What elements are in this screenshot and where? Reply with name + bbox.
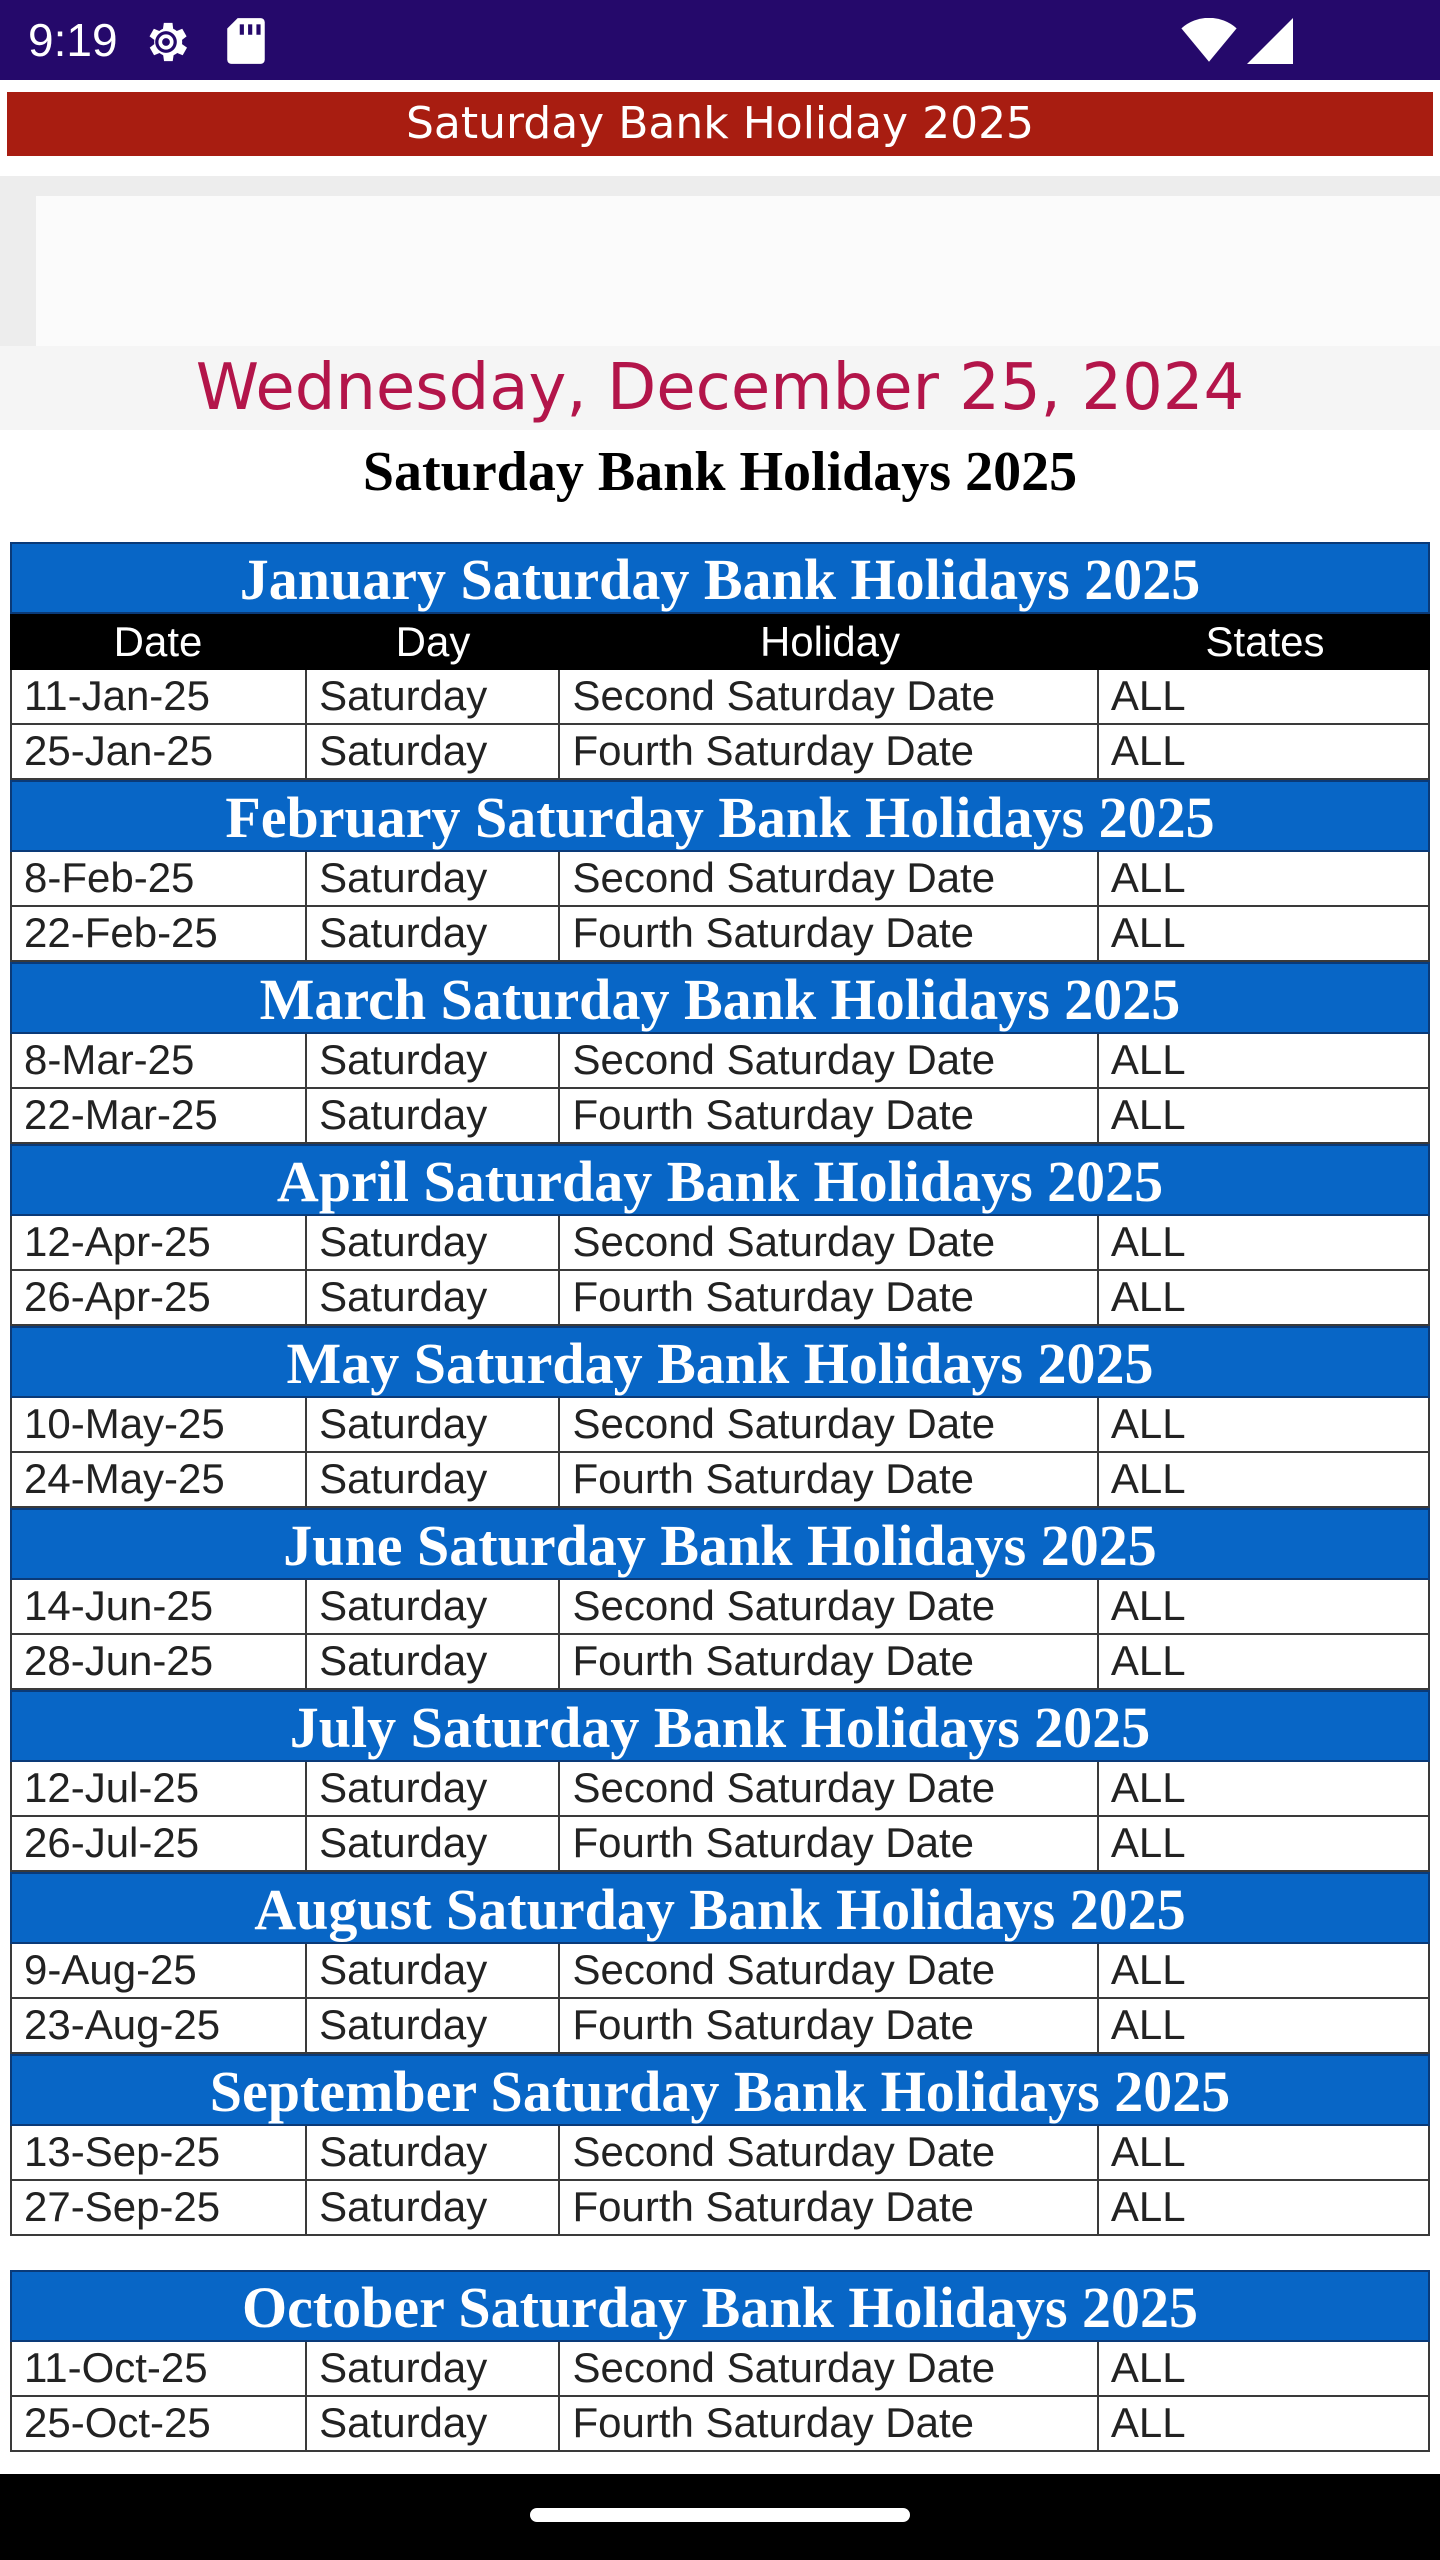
month-header: July Saturday Bank Holidays 2025: [10, 1690, 1430, 1762]
table-row: [10, 2342, 1430, 2397]
table-row: [10, 1216, 1430, 1271]
month-table: [10, 780, 1430, 962]
month-table: [10, 1508, 1430, 1690]
column-header-row: [10, 614, 1430, 670]
cell-date: 24-May-25: [12, 1453, 307, 1506]
table-row: [10, 852, 1430, 907]
month-header: August Saturday Bank Holidays 2025: [10, 1872, 1430, 1944]
cell-states: ALL: [1110, 1400, 1186, 1447]
table-row: [10, 1817, 1430, 1872]
cell-day: Saturday: [307, 1999, 560, 2052]
cell-day: Saturday: [307, 2181, 560, 2234]
navigation-bar: [0, 2474, 1440, 2560]
cell-holiday: Fourth Saturday Date: [560, 1089, 1098, 1142]
month-header: September Saturday Bank Holidays 2025: [10, 2054, 1430, 2126]
gear-icon: [140, 16, 192, 68]
cell-date: 13-Sep-25: [12, 2126, 307, 2179]
column-header-states: States: [1205, 618, 1325, 665]
cell-holiday: Second Saturday Date: [560, 1944, 1098, 1997]
current-date: Wednesday, December 25, 2024: [0, 346, 1440, 430]
table-row: [10, 670, 1430, 725]
month-table: [10, 2270, 1430, 2452]
cell-states: ALL: [1110, 672, 1186, 719]
cell-states: ALL: [1110, 1637, 1186, 1684]
cell-holiday: Second Saturday Date: [560, 2342, 1098, 2395]
table-row: [10, 1944, 1430, 1999]
cell-states: ALL: [1110, 1455, 1186, 1502]
cell-date: 12-Apr-25: [12, 1216, 307, 1269]
cell-day: Saturday: [307, 725, 560, 778]
table-row: [10, 725, 1430, 780]
month-header: October Saturday Bank Holidays 2025: [10, 2270, 1430, 2342]
cell-holiday: Fourth Saturday Date: [560, 2397, 1098, 2450]
cell-holiday: Second Saturday Date: [560, 1398, 1098, 1451]
table-row: [10, 2397, 1430, 2452]
month-table: [10, 1690, 1430, 1872]
table-row: [10, 1999, 1430, 2054]
cell-day: Saturday: [307, 1944, 560, 1997]
month-header: March Saturday Bank Holidays 2025: [10, 962, 1430, 1034]
cell-states: ALL: [1110, 2128, 1186, 2175]
month-header: February Saturday Bank Holidays 2025: [10, 780, 1430, 852]
column-header-holiday: Holiday: [759, 618, 901, 665]
month-table: [10, 1872, 1430, 2054]
table-row: [10, 1635, 1430, 1690]
cell-states: ALL: [1110, 1819, 1186, 1866]
cell-states: ALL: [1110, 727, 1186, 774]
cell-holiday: Second Saturday Date: [560, 1216, 1098, 1269]
table-row: [10, 1762, 1430, 1817]
cell-states: ALL: [1110, 854, 1186, 901]
cell-holiday: Fourth Saturday Date: [560, 725, 1098, 778]
cell-date: 28-Jun-25: [12, 1635, 307, 1688]
month-table: [10, 1326, 1430, 1508]
cell-day: Saturday: [307, 1398, 560, 1451]
cell-states: ALL: [1110, 2183, 1186, 2230]
month-header: January Saturday Bank Holidays 2025: [10, 542, 1430, 614]
ad-banner[interactable]: [0, 176, 1440, 346]
cell-states: ALL: [1110, 1273, 1186, 1320]
cell-holiday: Second Saturday Date: [560, 670, 1098, 723]
cell-day: Saturday: [307, 1635, 560, 1688]
cell-date: 9-Aug-25: [12, 1944, 307, 1997]
sd-card-icon: [224, 16, 268, 66]
cell-day: Saturday: [307, 1271, 560, 1324]
cell-date: 10-May-25: [12, 1398, 307, 1451]
table-row: [10, 1034, 1430, 1089]
cell-states: ALL: [1110, 1946, 1186, 1993]
cell-holiday: Fourth Saturday Date: [560, 1453, 1098, 1506]
cell-day: Saturday: [307, 852, 560, 905]
cell-date: 26-Jul-25: [12, 1817, 307, 1870]
status-bar: [0, 0, 1440, 80]
cell-date: 11-Oct-25: [12, 2342, 307, 2395]
cell-date: 14-Jun-25: [12, 1580, 307, 1633]
cell-states: ALL: [1110, 1091, 1186, 1138]
month-header: June Saturday Bank Holidays 2025: [10, 1508, 1430, 1580]
holiday-tables: [10, 542, 1430, 2452]
cell-holiday: Second Saturday Date: [560, 2126, 1098, 2179]
cell-day: Saturday: [307, 2342, 560, 2395]
cell-date: 25-Oct-25: [12, 2397, 307, 2450]
column-header-day: Day: [395, 618, 471, 665]
ad-banner-content[interactable]: [36, 196, 1440, 346]
month-table: [10, 542, 1430, 780]
cell-day: Saturday: [307, 1034, 560, 1087]
cell-holiday: Fourth Saturday Date: [560, 2181, 1098, 2234]
table-row: [10, 2126, 1430, 2181]
table-row: [10, 907, 1430, 962]
table-row: [10, 1453, 1430, 1508]
cell-states: ALL: [1110, 909, 1186, 956]
cell-holiday: Second Saturday Date: [560, 1762, 1098, 1815]
cell-day: Saturday: [307, 907, 560, 960]
cell-day: Saturday: [307, 1453, 560, 1506]
cell-date: 25-Jan-25: [12, 725, 307, 778]
cell-day: Saturday: [307, 1580, 560, 1633]
month-table: [10, 1144, 1430, 1326]
cell-holiday: Fourth Saturday Date: [560, 1271, 1098, 1324]
table-row: [10, 1089, 1430, 1144]
cell-day: Saturday: [307, 1817, 560, 1870]
cell-date: 8-Mar-25: [12, 1034, 307, 1087]
cell-date: 8-Feb-25: [12, 852, 307, 905]
cell-day: Saturday: [307, 1216, 560, 1269]
cell-day: Saturday: [307, 1762, 560, 1815]
table-row: [10, 1398, 1430, 1453]
home-gesture-handle[interactable]: [530, 2508, 910, 2522]
cell-states: ALL: [1110, 1218, 1186, 1265]
cell-holiday: Second Saturday Date: [560, 1580, 1098, 1633]
table-row: [10, 1271, 1430, 1326]
page-heading: Saturday Bank Holidays 2025: [362, 441, 1078, 503]
app-title-bar: Saturday Bank Holiday 2025: [7, 92, 1433, 156]
cell-states: ALL: [1110, 2399, 1186, 2446]
cell-date: 22-Mar-25: [12, 1089, 307, 1142]
cell-day: Saturday: [307, 670, 560, 723]
month-header: May Saturday Bank Holidays 2025: [10, 1326, 1430, 1398]
cell-date: 26-Apr-25: [12, 1271, 307, 1324]
month-table: [10, 2054, 1430, 2236]
month-table: [10, 962, 1430, 1144]
column-header-date: Date: [113, 618, 203, 665]
status-time: 9:19: [28, 14, 118, 66]
cell-holiday: Second Saturday Date: [560, 1034, 1098, 1087]
table-row: [10, 2181, 1430, 2236]
cell-holiday: Fourth Saturday Date: [560, 1635, 1098, 1688]
cell-date: 27-Sep-25: [12, 2181, 307, 2234]
cell-date: 11-Jan-25: [12, 670, 307, 723]
cell-day: Saturday: [307, 2126, 560, 2179]
cell-date: 12-Jul-25: [12, 1762, 307, 1815]
cell-day: Saturday: [307, 1089, 560, 1142]
cell-date: 22-Feb-25: [12, 907, 307, 960]
cell-day: Saturday: [307, 2397, 560, 2450]
cell-states: ALL: [1110, 2001, 1186, 2048]
cell-states: ALL: [1110, 2344, 1186, 2391]
cell-states: ALL: [1110, 1036, 1186, 1083]
signal-icon: [1246, 18, 1294, 64]
cell-states: ALL: [1110, 1764, 1186, 1811]
cell-holiday: Fourth Saturday Date: [560, 1817, 1098, 1870]
table-row: [10, 1580, 1430, 1635]
cell-holiday: Fourth Saturday Date: [560, 1999, 1098, 2052]
cell-holiday: Fourth Saturday Date: [560, 907, 1098, 960]
cell-states: ALL: [1110, 1582, 1186, 1629]
cell-date: 23-Aug-25: [12, 1999, 307, 2052]
month-header: April Saturday Bank Holidays 2025: [10, 1144, 1430, 1216]
wifi-icon: [1180, 18, 1238, 64]
cell-holiday: Second Saturday Date: [560, 852, 1098, 905]
